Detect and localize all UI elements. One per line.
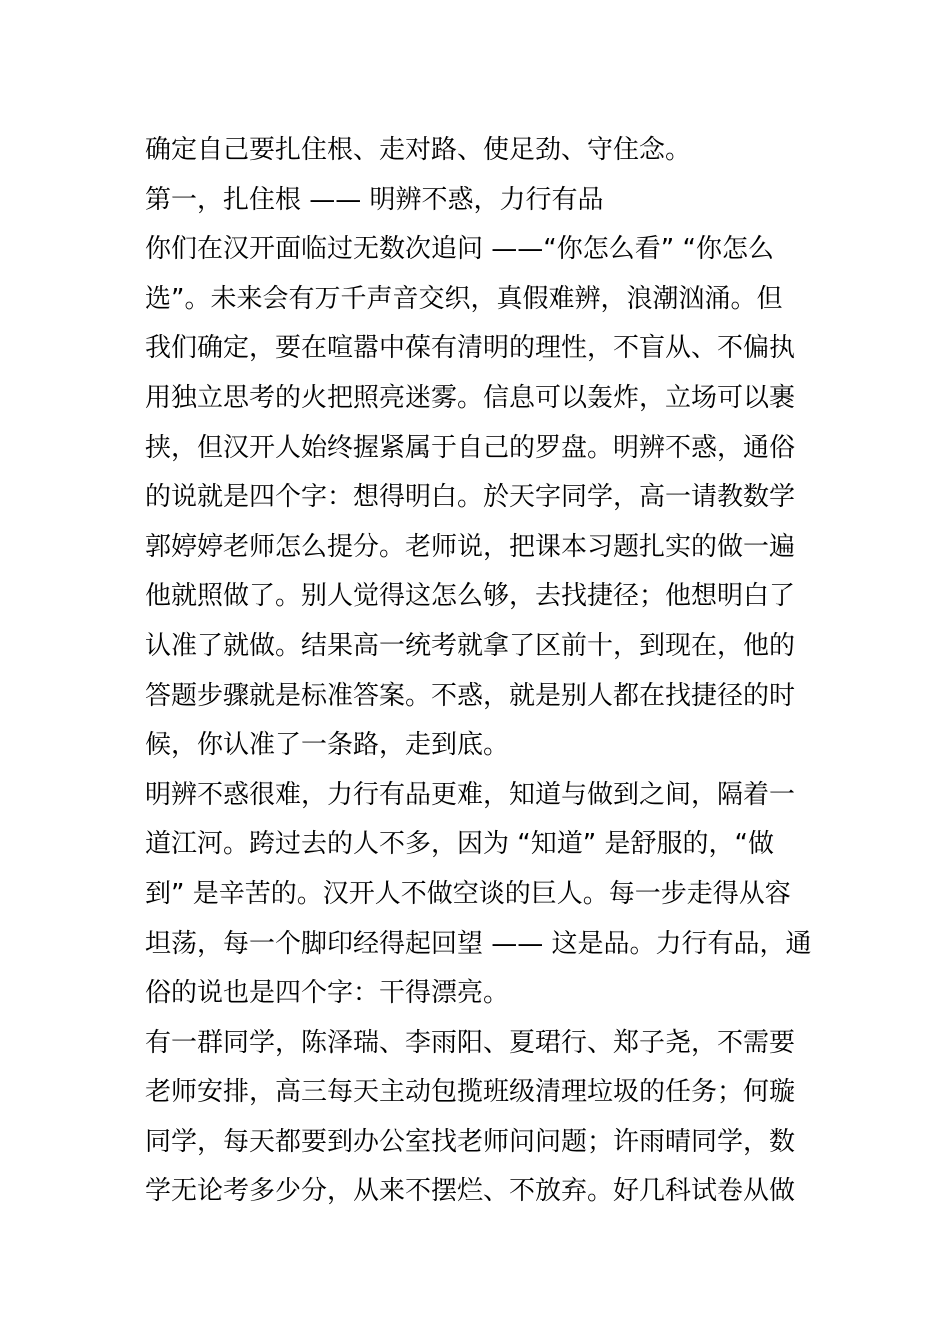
text-line: 俗的说也是四个字：干得漂亮。 — [145, 978, 510, 1009]
text-line: 候，你认准了一条路，走到底。 — [145, 730, 510, 761]
text-line: 郭婷婷老师怎么提分。老师说，把课本习题扎实的做一遍 — [145, 531, 796, 562]
text-line: 我们确定，要在喧嚣中葆有清明的理性，不盲从、不偏执 — [145, 333, 796, 364]
text-line: 道江河。跨过去的人不多，因为 “知道” 是舒服的，“做 — [145, 829, 774, 860]
text-line: 的说就是四个字：想得明白。於天字同学，高一请教数学 — [145, 482, 796, 513]
text-line: 学无论考多少分，从来不摆烂、不放弃。好几科试卷从做 — [145, 1176, 796, 1207]
text-line: 明辨不惑很难，力行有品更难，知道与做到之间，隔着一 — [145, 779, 796, 810]
text-line: 同学，每天都要到办公室找老师问问题；许雨晴同学，数 — [145, 1126, 796, 1157]
text-line: 挟，但汉开人始终握紧属于自己的罗盘。明辨不惑，通俗 — [145, 432, 796, 463]
text-line: 老师安排，高三每天主动包揽班级清理垃圾的任务；何璇 — [145, 1077, 796, 1108]
text-line: 有一群同学，陈泽瑞、李雨阳、夏珺行、郑子尧，不需要 — [145, 1027, 796, 1058]
text-line: 他就照做了。别人觉得这怎么够，去找捷径；他想明白了 — [145, 581, 796, 612]
text-line: 用独立思考的火把照亮迷雾。信息可以轰炸，立场可以裹 — [145, 382, 796, 413]
text-line: 确定自己要扎住根、走对路、使足劲、守住念。 — [145, 135, 692, 165]
text-line: 认准了就做。结果高一统考就拿了区前十，到现在，他的 — [145, 630, 796, 661]
text-line: 选”。未来会有万千声音交织，真假难辨，浪潮汹涌。但 — [145, 283, 783, 314]
text-line: 你们在汉开面临过无数次追问 ——“你怎么看” “你怎么 — [145, 234, 774, 265]
text-line: 答题步骤就是标准答案。不惑，就是别人都在找捷径的时 — [145, 680, 796, 711]
section-heading: 第一，扎住根 —— 明辨不惑，力行有品 — [145, 184, 604, 215]
text-line: 到” 是辛苦的。汉开人不做空谈的巨人。每一步走得从容 — [145, 878, 791, 909]
body-text — [145, 126, 815, 1217]
text-line: 坦荡，每一个脚印经得起回望 —— 这是品。力行有品，通 — [145, 928, 812, 959]
